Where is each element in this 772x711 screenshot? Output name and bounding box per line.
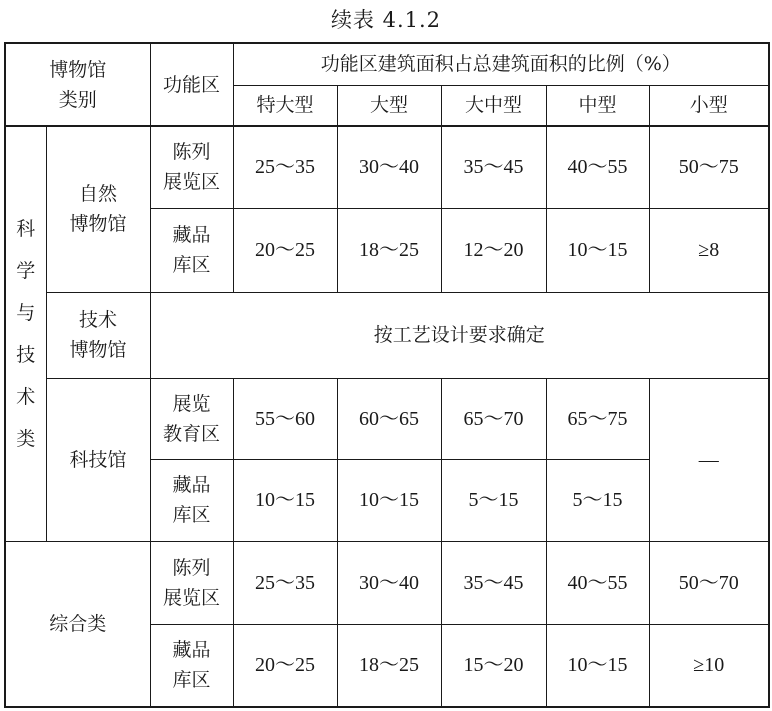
area-line1: 藏品: [172, 474, 211, 496]
header-function-area: 功能区: [150, 43, 233, 126]
header-museum-type: [5, 43, 150, 126]
area-line1: 陈列: [172, 141, 211, 164]
function-area-cell: [150, 459, 233, 541]
area-line1: 藏品: [172, 639, 211, 662]
group-label-char: 与: [16, 301, 36, 324]
value-cell: 50～70: [649, 541, 769, 624]
table-row: [5, 292, 769, 378]
function-area-cell: [150, 541, 233, 624]
group-label-char: 术: [16, 385, 36, 408]
table-row: [5, 378, 769, 459]
museum-comprehensive: 综合类: [5, 541, 150, 707]
value-cell: 10～15: [233, 459, 337, 541]
group-sci-tech-label: [5, 126, 46, 541]
value-cell: 15～20: [441, 624, 546, 707]
value-cell-small-dash: —: [649, 378, 769, 541]
museum-natural: [46, 126, 150, 292]
value-cell: 55～60: [233, 378, 337, 459]
value-cell: ≥10: [649, 624, 769, 707]
museum-science-center: 科技馆: [46, 378, 150, 541]
area-line1: 藏品: [172, 224, 211, 246]
museum-name-line2: 博物馆: [69, 339, 127, 361]
header-size-medium-large: 大中型: [441, 85, 546, 126]
value-cell: 25～35: [233, 541, 337, 624]
header-museum-type-line2: 类别: [58, 88, 97, 111]
value-cell: 35～45: [441, 541, 546, 624]
header-museum-type-line1: 博物馆: [49, 58, 107, 81]
header-size-small: 小型: [649, 85, 769, 126]
table-row: [5, 126, 769, 208]
value-cell: 50～75: [649, 126, 769, 208]
value-cell: 5～15: [441, 459, 546, 541]
value-cell: 40～55: [546, 541, 649, 624]
area-line2: 库区: [172, 254, 211, 276]
museum-name-line1: 技术: [78, 309, 117, 331]
header-size-medium: 中型: [546, 85, 649, 126]
table-row: [5, 541, 769, 624]
area-line2: 库区: [172, 669, 211, 692]
value-cell: 40～55: [546, 126, 649, 208]
area-line1: 展览: [172, 392, 211, 415]
museum-technology: [46, 292, 150, 378]
group-label-char: 科: [16, 217, 36, 240]
area-line2: 库区: [172, 504, 211, 526]
value-cell: 10～15: [337, 459, 441, 541]
function-area-cell: [150, 126, 233, 208]
value-cell: 18～25: [337, 624, 441, 707]
group-label-char: 技: [16, 343, 36, 366]
value-cell: 10～15: [546, 624, 649, 707]
value-cell: 60～65: [337, 378, 441, 459]
technology-note: 按工艺设计要求确定: [150, 292, 769, 378]
value-cell: 5～15: [546, 459, 649, 541]
header-size-extra-large: 特大型: [233, 85, 337, 126]
header-ratio-title: 功能区建筑面积占总建筑面积的比例（%）: [233, 43, 769, 85]
value-cell: 12～20: [441, 208, 546, 292]
area-ratio-table: [4, 42, 770, 708]
value-cell: 20～25: [233, 208, 337, 292]
table-caption: 续表 4.1.2: [330, 8, 442, 32]
function-area-cell: [150, 208, 233, 292]
museum-name-line1: 自然: [78, 183, 117, 206]
value-cell: 65～75: [546, 378, 649, 459]
function-area-cell: [150, 624, 233, 707]
value-cell: 20～25: [233, 624, 337, 707]
function-area-cell: [150, 378, 233, 459]
group-label-char: 类: [16, 427, 36, 450]
value-cell: 10～15: [546, 208, 649, 292]
area-line1: 陈列: [172, 556, 211, 579]
value-cell: ≥8: [649, 208, 769, 292]
area-line2: 展览区: [162, 171, 220, 194]
header-size-large: 大型: [337, 85, 441, 126]
area-line2: 展览区: [162, 586, 220, 609]
value-cell: 30～40: [337, 126, 441, 208]
museum-name-line2: 博物馆: [69, 213, 127, 236]
header-row-1: [5, 43, 769, 85]
value-cell: 25～35: [233, 126, 337, 208]
group-label-char: 学: [16, 259, 36, 282]
value-cell: 30～40: [337, 541, 441, 624]
value-cell: 65～70: [441, 378, 546, 459]
area-line2: 教育区: [162, 422, 220, 445]
value-cell: 18～25: [337, 208, 441, 292]
value-cell: 35～45: [441, 126, 546, 208]
